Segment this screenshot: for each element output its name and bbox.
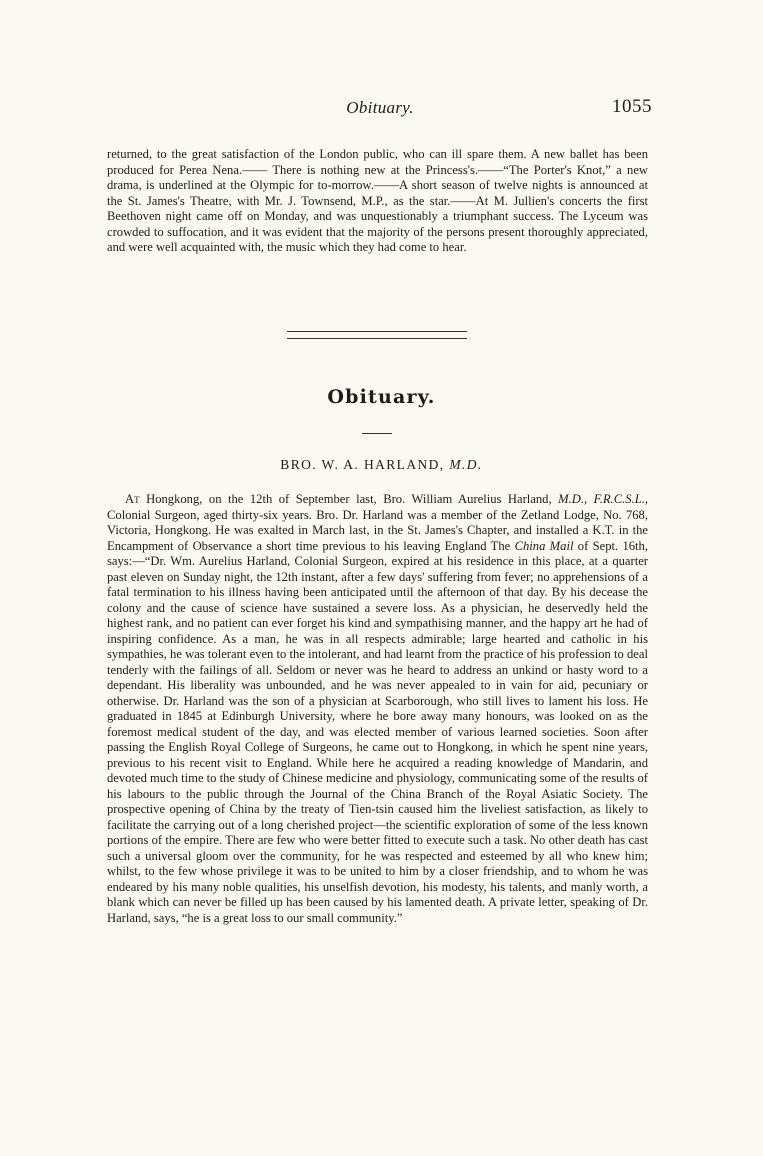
section-divider bbox=[287, 331, 467, 339]
credentials: M.D., F.R.C.S.L., bbox=[558, 492, 648, 506]
opening-word: At bbox=[125, 492, 140, 506]
section-heading: Obituary. bbox=[327, 386, 436, 408]
obituary-title bbox=[0, 457, 763, 473]
obituary-paragraph bbox=[107, 492, 648, 926]
intro-paragraph-block bbox=[107, 147, 648, 256]
opening-place: Hongkong, bbox=[146, 492, 203, 506]
lead-text: on the 12th of September last, Bro. William Aurelius Harland, bbox=[208, 492, 552, 506]
newspaper-name: China Mail bbox=[514, 538, 574, 553]
intro-paragraph: returned, to the great satisfaction of the London public, who can ill spare them. A new ballet has been produced for Perea Nena.—— There is nothing new at the Princess's.——“The Porter's Knot,” a new drama, is underlined at the Olympic for to-morrow.——A short season of twelve nights is announced at the St. James's Theatre, with Mr. J. Townsend, M.P., as the star.——At M. Jullien's concerts the first Beethoven night came off on Monday, and was unquestionably a triumphant success. The Lyceum was crowded to suffocation, and it was evident that the majority of the persons present thoroughly appreciated, and were well acquainted with, the music which they had come to hear. bbox=[107, 147, 648, 254]
page-header bbox=[100, 98, 660, 128]
running-title: Obituary. bbox=[346, 98, 414, 117]
heading-underline bbox=[362, 433, 392, 434]
obituary-name: BRO. W. A. HARLAND, bbox=[280, 457, 445, 472]
after-credentials: Colonial Surgeon, aged thirty-six years. Bro. Dr. Harland was a member of the Zetland Lodge, No. 768, Victoria, Hongkong. He was exalted in March last, in the St. James's Chapter, and installed a K.T. in the Encampment of Observance a short time previous to his leaving England The bbox=[107, 507, 648, 553]
page-number: 1055 bbox=[612, 96, 652, 117]
obituary-degree: M.D. bbox=[449, 457, 483, 472]
obituary-body: of Sept. 16th, says:—“Dr. Wm. Aurelius Harland, Colonial Surgeon, expired at his residence in this place, at a quarter past eleven on Sunday night, the 12th instant, after a few days' suffering from fever; no apprehensions of a fatal termination to his illness having been anticipated until the afternoon of that day. By his decease the colony and the cause of science have sustained a severe loss. As a physician, he deservedly held the highest rank, and no patient can ever forget his kind and sympathising manner, and the happy art he had of inspiring confidence. As a man, he was in all respects admirable; large hearted and catholic in his sympathies, he was tolerant even to the intolerant, and had learnt from the practice of his profession to deal tenderly with the failings of all. Seldom or never was he heard to address an unkind or hasty word to a dependant. His liberality was unbounded, and he was never appealed to in vain for aid, pecuniary or otherwise. Dr. Harland was the son of a physician at Scarborough, who still lives to lament his loss. He graduated in 1845 at Edinburgh University, where he bore away many honours, was looked on as the foremost medical student of the day, and was elected member of various learned societies. Soon after passing the English Royal College of Surgeons, he came out to Hongkong, in which he spent nine years, previous to his recent visit to England. While here he acquired a reading knowledge of Mandarin, and devoted much time to the study of Chinese medicine and physiology, communicating some of the results of his labours to the public through the Journal of the China Branch of the Royal Asiatic Society. The prospective opening of China by the treaty of Tien-tsin caused him the liveliest satisfaction, as likely to facilitate the carrying out of a long cherished project—the scientific exploration of some of the less known portions of the empire. There are few who were better fitted to execute such a task. No other death has cast such a universal gloom over the community, for he was respected and esteemed by all who knew him; whilst, to the few whose privilege it was to be united to him by a closer friendship, and to whom he was endeared by his many noble qualities, his unselfish devotion, his modesty, his talents, and manly worth, a blank which can never be filled up has been caused by his lamented death. A private letter, speaking of Dr. Harland, says, “he is a great loss to our small community.” bbox=[107, 538, 648, 925]
obituary-body-block bbox=[107, 492, 648, 926]
